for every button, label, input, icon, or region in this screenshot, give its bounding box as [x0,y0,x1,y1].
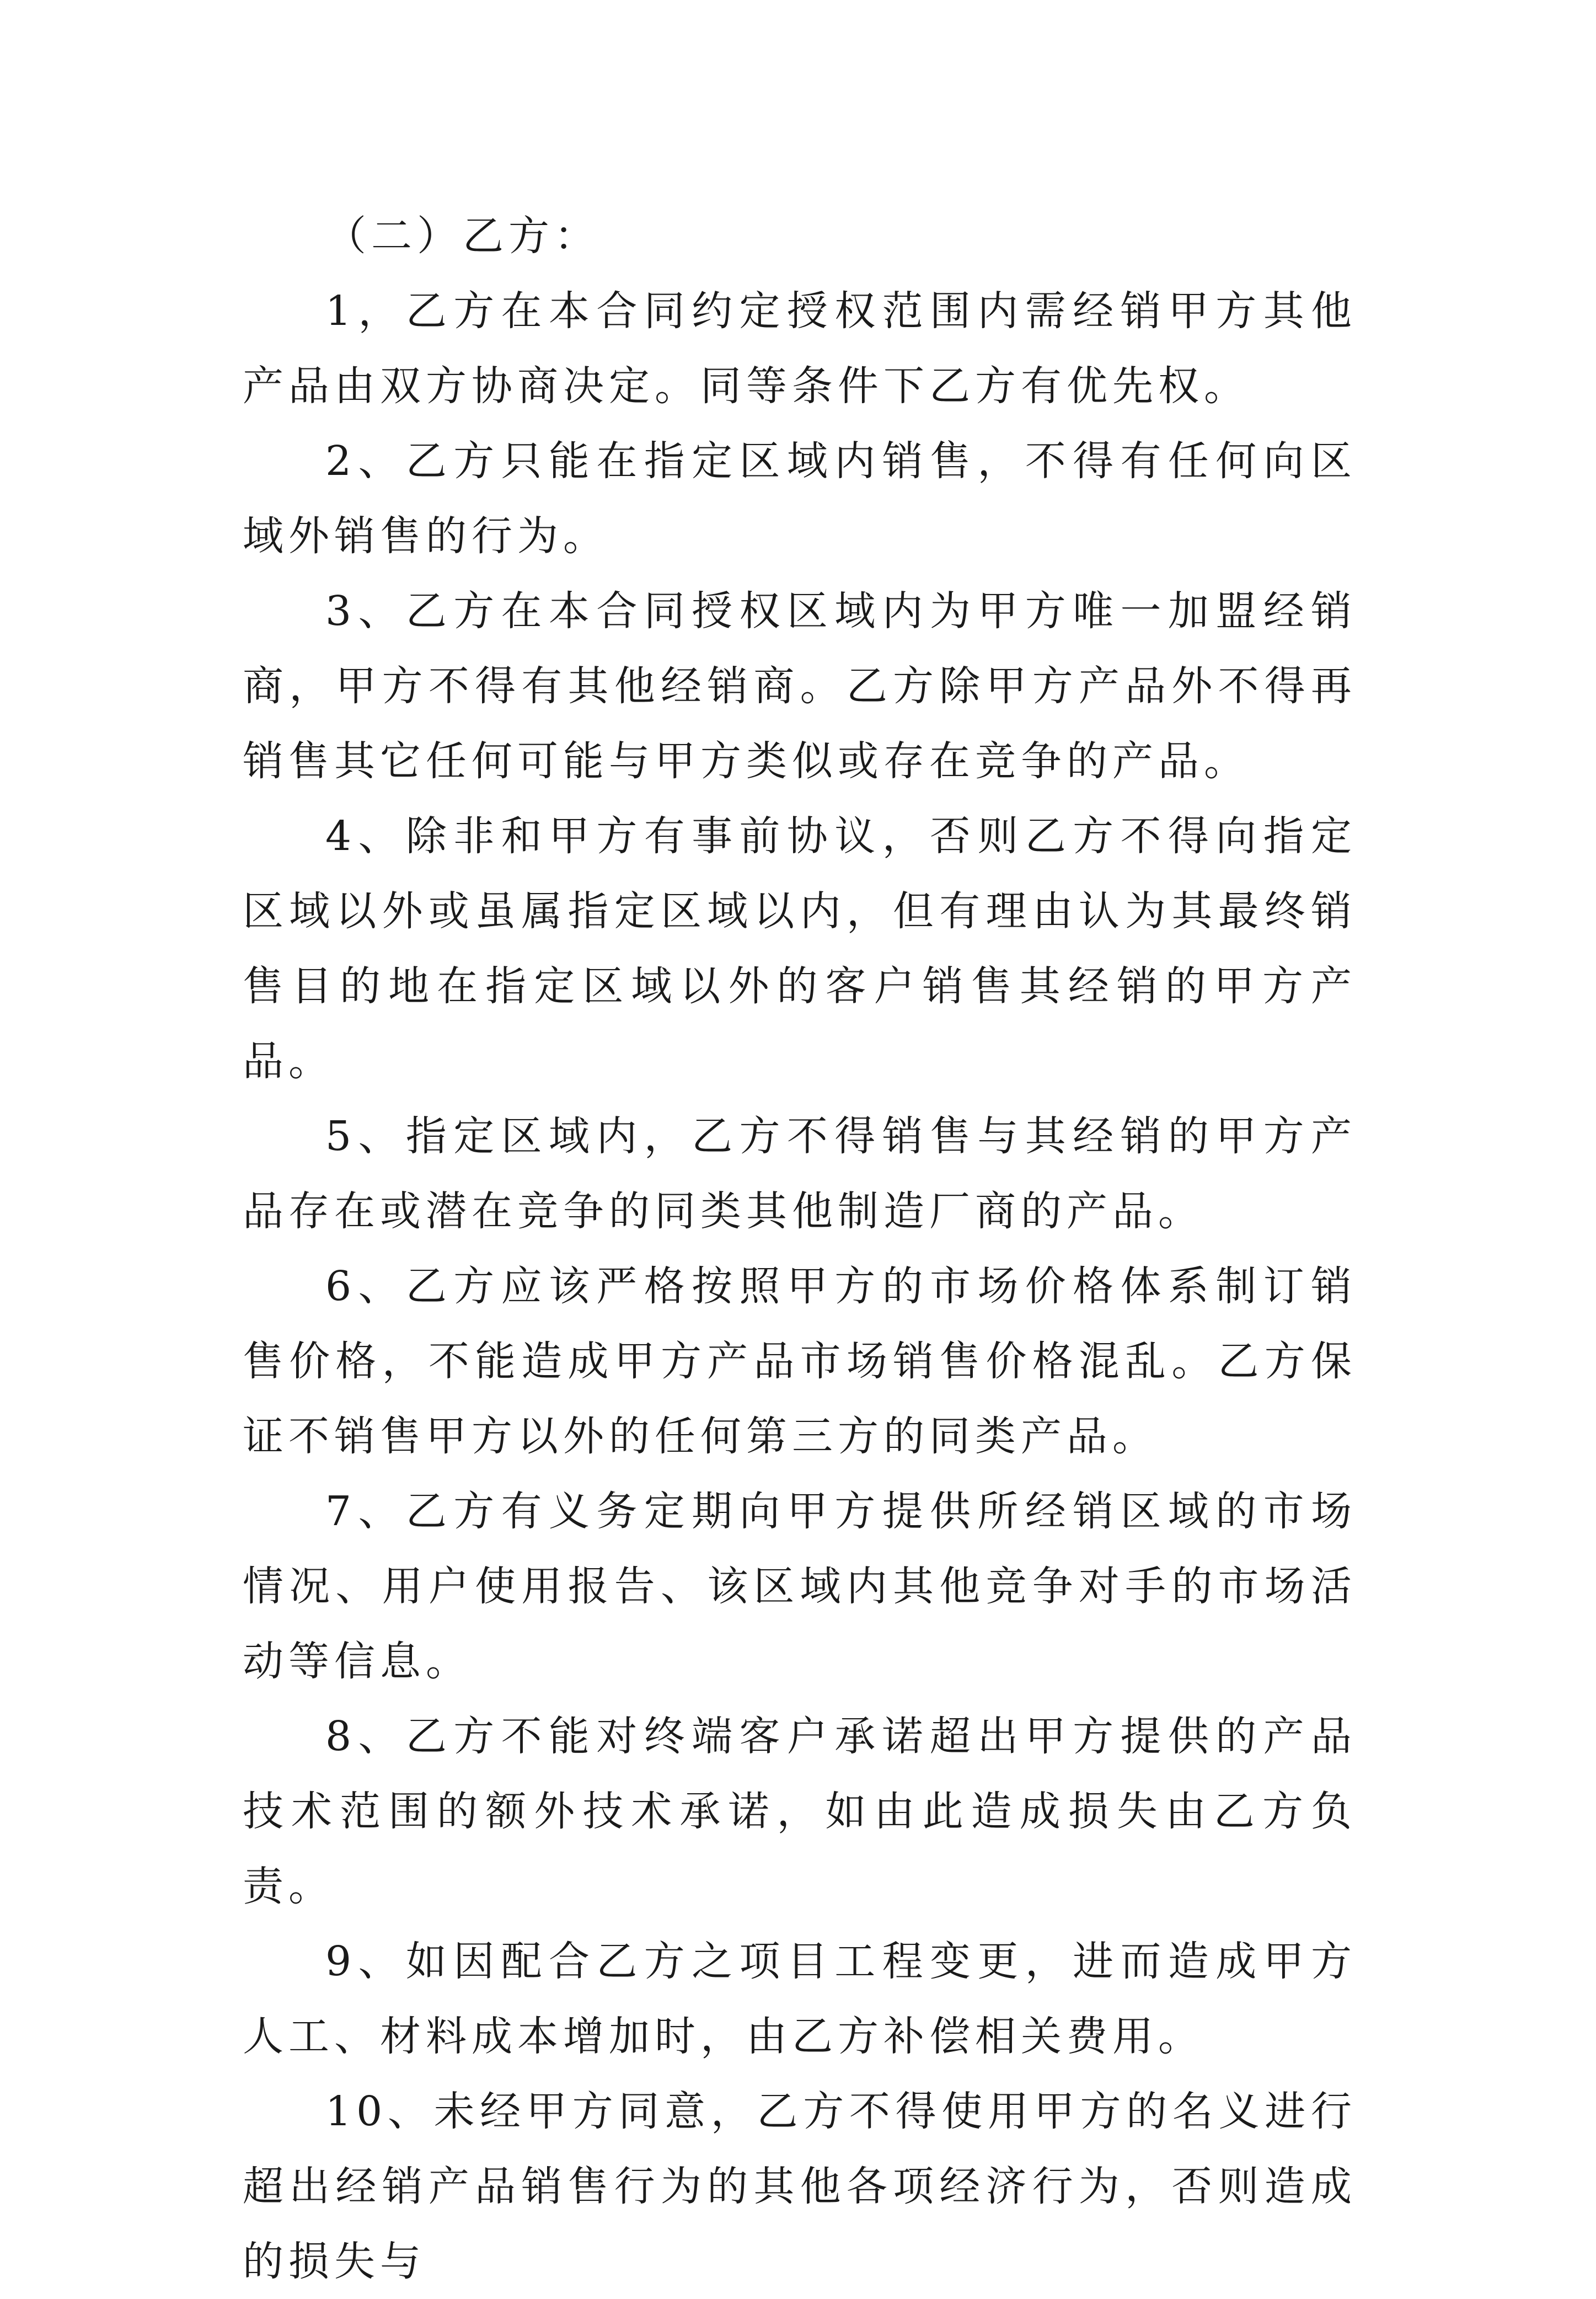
clause-5: 5、指定区域内，乙方不得销售与其经销的甲方产品存在或潜在竞争的同类其他制造厂商的产品。 [243,1113,1357,1235]
clause-4: 4、除非和甲方有事前协议，否则乙方不得向指定区域以外或虽属指定区域以内，但有理由认为其最终销售目的地在指定区域以外的客户销售其经销的甲方产品。 [243,812,1357,1085]
clause-6: 6、乙方应该严格按照甲方的市场价格体系制订销售价格，不能造成甲方产品市场销售价格混乱。乙方保证不销售甲方以外的任何第三方的同类产品。 [243,1263,1357,1460]
clause-7: 7、乙方有义务定期向甲方提供所经销区域的市场情况、用户使用报告、该区域内其他竞争对手的市场活动等信息。 [243,1488,1357,1685]
section-heading: （二）乙方： [325,212,600,260]
clause-8: 8、乙方不能对终端客户承诺超出甲方提供的产品技术范围的额外技术承诺，如由此造成损失由乙方负责。 [243,1713,1357,1910]
clause-2: 2、乙方只能在指定区域内销售，不得有任何向区域外销售的行为。 [243,437,1357,560]
clause-10: 10、未经甲方同意，乙方不得使用甲方的名义进行超出经销产品销售行为的其他各项经济行为，否则造成的损失与 [243,2088,1357,2285]
clause-9: 9、如因配合乙方之项目工程变更，进而造成甲方人工、材料成本增加时，由乙方补偿相关费用。 [243,1938,1357,2060]
clause-3: 3、乙方在本合同授权区域内为甲方唯一加盟经销商，甲方不得有其他经销商。乙方除甲方产品外不得再销售其它任何可能与甲方类似或存在竞争的产品。 [243,587,1357,785]
clause-1: 1，乙方在本合同约定授权范围内需经销甲方其他产品由双方协商决定。同等条件下乙方有优先权。 [243,287,1357,410]
document-body [243,199,1357,2299]
